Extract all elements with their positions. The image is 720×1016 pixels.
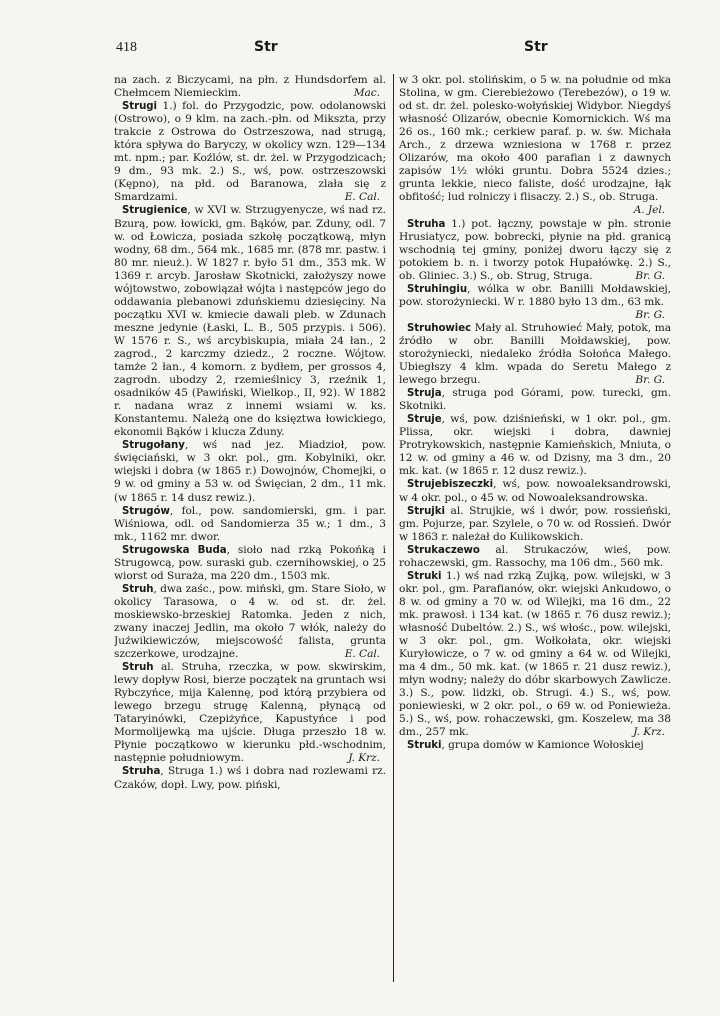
entry-headword: Struki xyxy=(407,740,442,752)
entry-text: , sioło nad rzką Pokońką i Strugowcą, pow. suraski gub. czernihowskiej, o 25 wiorst od Suraża, ma 220 dm., 1503 mk. xyxy=(114,543,386,582)
column-divider xyxy=(393,74,394,982)
left-column xyxy=(114,74,386,994)
dictionary-entry xyxy=(399,218,671,283)
entry-signature: Br. G. xyxy=(635,308,665,321)
dictionary-entry xyxy=(399,413,671,478)
dictionary-entry xyxy=(114,661,386,765)
entry-text: , struga pod Górami, pow. turecki, gm. Skotniki. xyxy=(399,387,671,413)
page-number: 418 xyxy=(116,40,137,55)
entry-signature: Br. G. xyxy=(635,374,665,387)
dictionary-entry xyxy=(114,439,386,504)
entry-headword: Struki xyxy=(407,570,442,582)
dictionary-entry xyxy=(399,544,671,570)
entry-signature: A. Jel. xyxy=(633,204,665,217)
entry-text: Mały al. Struhowieć Mały, potok, ma źródło w obr. Banilli Mołdawskiej, pow. storożyniecki, niedaleko źródła Sołońca Małego. Ubiegłszy 4 klm. wpada do Seretu Małego z lewego brzegu. xyxy=(399,321,671,387)
dictionary-entry xyxy=(399,74,671,218)
entry-headword: Strugienice xyxy=(122,205,188,217)
entry-text: , wś nad jez. Miadzioł, pow. święciański, w 3 okr. pol., gm. Kobylniki, okr. wiejski i dobra (w 1865 r.) Dowojnów, Chomejki, o 9 w. od gminy a 53 w. od Święcian, 2 dm., 11 mk. (w 1865 r. 14 dusz rewiz.). xyxy=(114,439,386,504)
entry-headword: Struh xyxy=(122,662,154,674)
left-running-head: Str xyxy=(254,39,278,55)
running-header xyxy=(116,38,672,60)
dictionary-entry xyxy=(399,505,671,544)
dictionary-entry xyxy=(114,544,386,583)
right-column xyxy=(399,74,671,994)
dictionary-entry xyxy=(114,204,386,439)
dictionary-entry xyxy=(399,570,671,740)
entry-text: , wólka w obr. Banilli Mołdawskiej, pow. storożyniecki. W r. 1880 było 13 dm., 63 mk. xyxy=(399,282,671,308)
entry-headword: Struha xyxy=(122,766,161,778)
dictionary-entry xyxy=(399,387,671,413)
entry-headword: Struh xyxy=(122,583,154,595)
entry-text: , w XVI w. Strzugyenycze, wś nad rz. Bzurą, pow. łowicki, gm. Bąków, par. Zduny, odl. 7 w. od Łowicza, posiada szkołę początkową, młyn wodny, 68 dm., 564 mk., 1685 mr. (878 mr. pastw. i 80 mr. nieuż.). W 1827 r. było 51 dm., 353 mk. W 1369 r. arcyb. Jarosław Skotnicki, założyszy nowe wójtowstwo, zobowiązał wójta i następców jego do oddawania plebanowi zduńskiemu dziesięciny. Na początku XVI w. kmiecie dawali pleb. w Zdunach meszne jedynie (Łaski, L. B., 505 przypis. i 506). W 1576 r. S., wś arcybiskupia, miała 24 łan., 2 zagrod., 2 karczmy dziedz., 2 roczne. Wójtow. tamże 2 łan., 4 komorn. z bydłem, per grossos 4, zagrodn. ubodzy 2, rzemieślnicy 3, rzeźnik 1, osadników 45 (Pawiński, Wielkop., II, 92). W 1882 r. nadana wraz z innemi wsiami w. ks. Konstantemu. Należą one do księztwa łowickiego, ekonomii Bąków i klucza Zduny. xyxy=(114,204,386,439)
entry-text: 1.) fol. do Przygodzic, pow. odolanowski (Ostrowo), o 9 klm. na zach.-płn. od Mikszta, przy trakcie z Ostrowa do Ostrzeszowa, nad strugą, która spływa do Baryczy, w okolicy wzn. 129—134 mt. npm.; par. Koźlów, st. dr. żel. w Przygodzicach; 9 dm., 93 mk. 2.) S., wś, pow. ostrzeszowski (Kępno), na płd. od Baranowa, zlała się z Smardzami. xyxy=(114,100,386,204)
entry-headword: Strukaczewo xyxy=(407,544,480,556)
entry-text: w 3 okr. pol. stolińskim, o 5 w. na południe od mka Stolina, w gm. Cierebieżowo (Terebezów), o 19 w. od st. dr. żel. polesko-wołyńskiej Widybor. Niegdyś własność Olizarów, obecnie Komornickich. Wś ma 26 os., 160 mk.; cerkiew paraf. p. w. św. Michała Arch., z drzewa wzniesiona w 1768 r. przez Olizarów, ma około 400 parafian i z dawnych zapisów 1½ włóki gruntu. Dobra 5524 dzies.; grunta lekkie, nieco faliste, dość urodzajne, łąk obfitość; lud rolniczy i flisaczy. 2.) S., ob. Struga. xyxy=(399,74,671,204)
entry-text: , fol., pow. sandomierski, gm. i par. Wiśniowa, odl. od Sandomierza 35 w.; 1 dm., 3 mk., 1162 mr. dwor. xyxy=(114,504,386,543)
dictionary-entry xyxy=(114,74,386,100)
entry-text: , Struga 1.) wś i dobra nad rozlewami rz. Czaków, dopł. Lwy, pow. piński, xyxy=(114,765,386,791)
entry-text: , grupa domów w Kamionce Wołoskiej xyxy=(441,739,644,752)
entry-text: al. Struha, rzeczka, w pow. skwirskim, lewy dopływ Rosi, bierze początek na gruntach wsi Rybczyńce, mija Kalennę, pod którą przybiera od lewego brzegu strugę Kalenną, płynącą od Tataryinówki, Czepiżyńce, Kapustyńce i pod Mormolijewką ma ujście. Długa przeszło 18 w. Płynie początkowo w kierunku płd.-wschodnim, następnie południowym. xyxy=(114,661,386,765)
entry-signature: E. Cal. xyxy=(344,648,380,661)
entry-signature: Br. G. xyxy=(635,269,665,282)
entry-headword: Strujki xyxy=(407,505,445,517)
entry-headword: Struhowiec xyxy=(407,322,472,334)
text-columns xyxy=(114,74,674,994)
dictionary-entry xyxy=(114,100,386,204)
entry-signature: J. Krz. xyxy=(348,752,380,765)
dictionary-entry xyxy=(399,739,671,752)
entry-headword: Strugowska Buda xyxy=(122,544,227,556)
entry-headword: Strujebiszeczki xyxy=(407,479,494,491)
entry-headword: Struha xyxy=(407,218,446,230)
dictionary-entry xyxy=(399,322,671,387)
entry-signature: E. Cal. xyxy=(344,191,380,204)
entry-headword: Strugi xyxy=(122,101,157,113)
dictionary-entry xyxy=(114,505,386,544)
dictionary-entry xyxy=(114,765,386,791)
entry-signature: J. Krz. xyxy=(633,726,665,739)
entry-text: , wś, pow. dziśnieński, w 1 okr. pol., gm. Plissa, okr. wiejski i dobra, dawniej Protrykowskich, następnie Kamieńskich, Mniuta, o 12 w. od gminy a 46 w. od Dzisny, ma 3 dm., 20 mk. kat. (w 1865 r. 12 dusz rewiz.). xyxy=(399,413,671,478)
dictionary-entry xyxy=(114,583,386,661)
entry-text: al. Strujkie, wś i dwór, pow. rossieński, gm. Pojurze, par. Szylele, o 70 w. od Rossień. Dwór w 1863 r. należał do Kulikowskich. xyxy=(399,504,671,543)
dictionary-entry xyxy=(399,478,671,504)
entry-headword: Struhingiu xyxy=(407,283,468,295)
entry-text: al. Strukaczów, wieś, pow. rohaczewski, gm. Rassochy, ma 106 dm., 560 mk. xyxy=(399,543,671,569)
entry-text: , dwa zaśc., pow. miński, gm. Stare Sioło, w okolicy Tarasowa, o 4 w. od st. dr. żel. moskiewsko-brzeskiej Ratomka. Jeden z nich, zwany inaczej Jedlin, ma około 7 włók, należy do Juźwikiewiczów, miejscowość falista, grunta szczerkowe, urodzajne. xyxy=(114,582,386,661)
entry-headword: Struje xyxy=(407,414,442,426)
entry-headword: Struja xyxy=(407,388,442,400)
right-running-head: Str xyxy=(524,39,548,55)
entry-text: 1.) wś nad rzką Zujką, pow. wilejski, w 3 okr. pol., gm. Parafianów, okr. wiejski Ankudowo, o 8 w. od gminy a 70 w. od Wilejki, ma 16 dm., 22 mk. prawosł. i 134 kat. (w 1865 r. 76 dusz rewiz.); własność Dubeltów. 2.) S., wś włośc., pow. wilejski, w 3 okr. pol., gm. Wołkołata, okr. wiejski Kuryłowicze, o 7 w. od gminy a 64 w. od Wilejki, ma 4 dm., 50 mk. kat. (w 1865 r. 21 dusz rewiz.), młyn wodny; należy do dóbr skarbowych Zawlicze. 3.) S., pow. lidzki, ob. Strugi. 4.) S., wś, pow. poniewieski, w 2 okr. pol., o 69 w. od Poniewieża. 5.) S., wś, pow. rohaczewski, gm. Koszelew, ma 38 dm., 257 mk. xyxy=(399,569,671,739)
dictionary-entry xyxy=(399,283,671,322)
entry-text: , wś, pow. nowoaleksandrowski, w 4 okr. pol., o 45 w. od Nowoaleksandrowska. xyxy=(399,478,671,504)
entry-text: 1.) pot. łączny, powstaje w płn. stronie Hrusiatycz, pow. bobrecki, płynie na płd. granicą wschodnią tej gminy, poniżej dworu łączy się z potokiem b. n. i tworzy potok Hupałówkę. 2.) S., ob. Gliniec. 3.) S., ob. Strug, Struga. xyxy=(399,217,671,282)
entry-text: na zach. z Biczycami, na płn. z Hundsdorfem al. Chełmcem Niemieckim. xyxy=(114,74,386,100)
entry-signature: Mac. xyxy=(353,87,380,100)
entry-headword: Strugołany xyxy=(122,440,185,452)
entry-headword: Strugów xyxy=(122,505,170,517)
